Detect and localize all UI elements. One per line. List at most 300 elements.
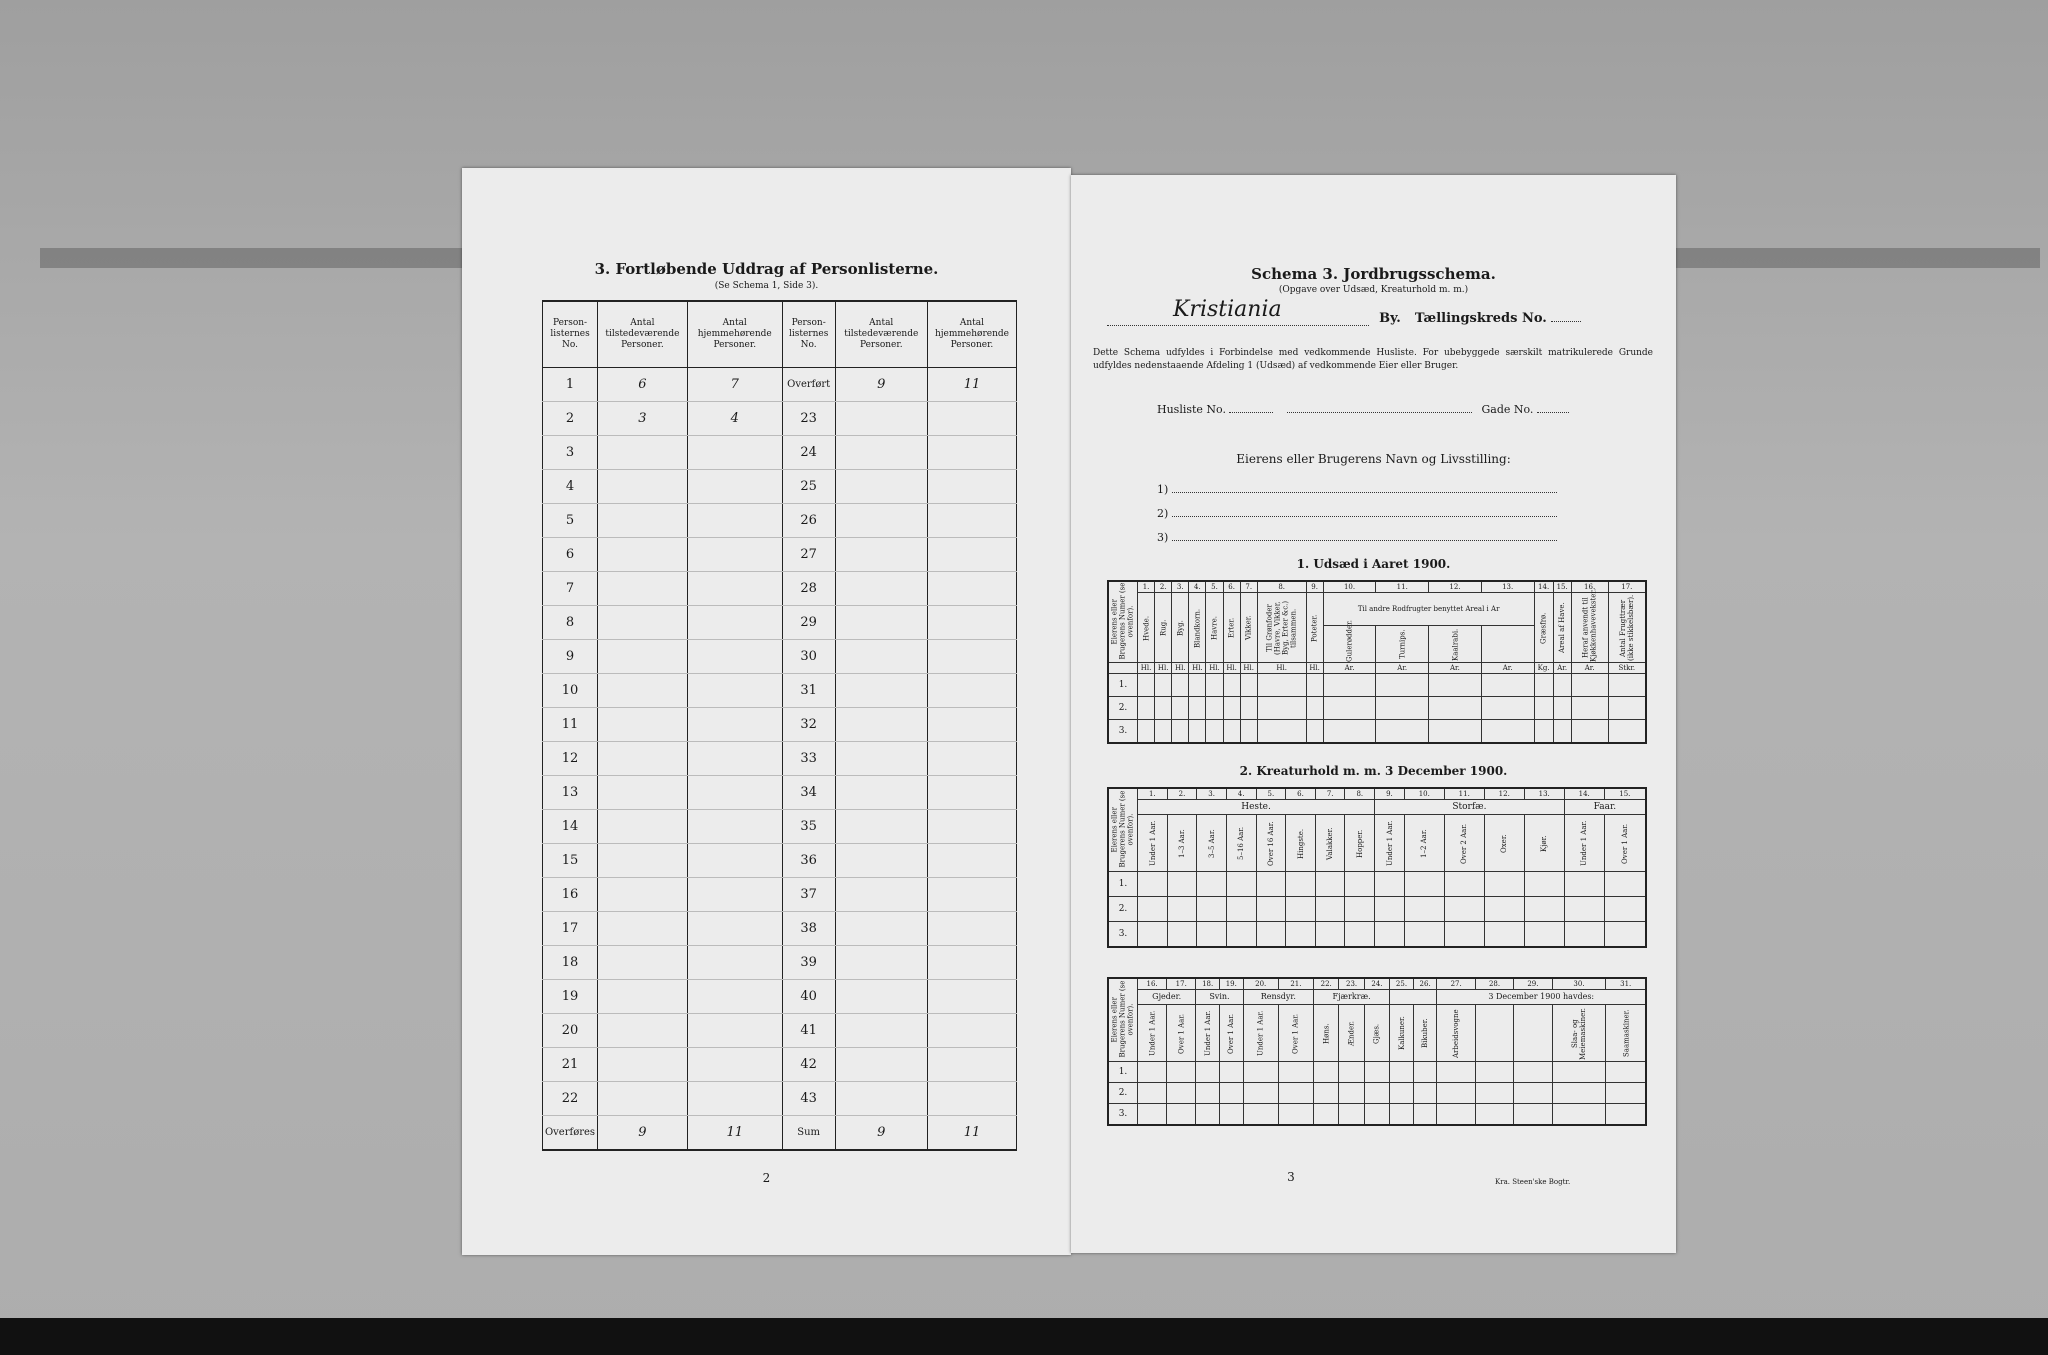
table-cell xyxy=(927,776,1016,810)
city-handwritten: Kristiania xyxy=(1173,297,1282,322)
table-cell xyxy=(927,878,1016,912)
table-row xyxy=(543,572,1017,606)
table-cell: 41 xyxy=(782,1014,835,1048)
table-cell xyxy=(835,844,927,878)
owner-lines xyxy=(1157,478,1577,550)
left-page-number: 2 xyxy=(762,1171,771,1185)
group-header: Rensdyr. xyxy=(1243,990,1313,1005)
table-cell xyxy=(1138,674,1155,697)
kreaturhold-table xyxy=(1107,787,1647,948)
row-number: 1. xyxy=(1108,674,1138,697)
table-cell xyxy=(1606,1062,1646,1083)
table-cell xyxy=(598,708,688,742)
table-cell xyxy=(1437,1062,1475,1083)
table-cell xyxy=(835,1082,927,1116)
table-cell xyxy=(1608,697,1646,720)
table-cell xyxy=(1286,922,1316,948)
column-number: 27. xyxy=(1437,978,1475,990)
table-cell xyxy=(1475,1062,1513,1083)
street-field xyxy=(1287,412,1472,413)
table-cell xyxy=(1257,697,1306,720)
husliste-field xyxy=(1229,412,1273,413)
table-cell: 7 xyxy=(543,572,598,606)
person-table-body xyxy=(543,368,1017,1151)
table-cell xyxy=(1197,872,1227,897)
table-cell xyxy=(1376,720,1429,744)
table-cell xyxy=(598,504,688,538)
row-number: 3. xyxy=(1108,922,1138,948)
column-number: 5. xyxy=(1206,581,1223,593)
column-header: Kjør. xyxy=(1524,815,1564,872)
table-cell xyxy=(687,1048,782,1082)
unit-cell: Hl. xyxy=(1189,663,1206,674)
printer-imprint: Kra. Steen'ske Bogtr. xyxy=(1495,1178,1571,1186)
table-cell xyxy=(835,606,927,640)
schema-subtitle: (Opgave over Udsæd, Kreaturhold m. m.) xyxy=(1278,285,1469,295)
table-cell xyxy=(1226,872,1256,897)
table-row xyxy=(1108,1104,1646,1126)
table-cell xyxy=(598,742,688,776)
table-cell xyxy=(1606,1104,1646,1126)
owner-line-number: 1) xyxy=(1157,483,1169,496)
column-number: 12. xyxy=(1429,581,1482,593)
table-cell xyxy=(927,980,1016,1014)
column-number: 16. xyxy=(1571,581,1608,593)
owner-line xyxy=(1157,526,1577,550)
table-cell: 17 xyxy=(543,912,598,946)
table-cell xyxy=(835,946,927,980)
table-cell xyxy=(927,640,1016,674)
table-cell: 14 xyxy=(543,810,598,844)
table-cell: 43 xyxy=(782,1082,835,1116)
table-cell xyxy=(1167,1062,1196,1083)
table-row xyxy=(1108,697,1646,720)
table-cell xyxy=(1138,1083,1167,1104)
schema-title: Schema 3. Jordbrugsschema. xyxy=(1251,265,1496,283)
table-cell xyxy=(1608,720,1646,744)
table-cell xyxy=(1167,872,1197,897)
column-number: 7. xyxy=(1240,581,1257,593)
owner-line-field xyxy=(1172,492,1557,493)
table-cell xyxy=(1339,1104,1364,1126)
kreds-field xyxy=(1551,309,1581,322)
table-cell xyxy=(1138,720,1155,744)
table-cell: 4 xyxy=(543,470,598,504)
table-row xyxy=(543,1014,1017,1048)
row-number: 1. xyxy=(1108,872,1138,897)
column-number: 20. xyxy=(1243,978,1278,990)
column-number: 24. xyxy=(1364,978,1389,990)
column-header: Blandkorn. xyxy=(1189,593,1206,663)
table-cell: 38 xyxy=(782,912,835,946)
owner-line xyxy=(1157,502,1577,526)
table-cell xyxy=(598,810,688,844)
table-cell xyxy=(1278,1062,1313,1083)
row-label-header: Eierens eller Brugerens Numer (se ovenfor). xyxy=(1108,581,1138,663)
instructions-text: Dette Schema udfyldes i Forbindelse med vedkommende Husliste. For ubebyggede særskilt matrikulerede Grunde udfyldes nedenstaaende Afdeling 1 (Udsæd) af vedkommende Eier eller Bruger. xyxy=(1093,348,1653,371)
table-cell xyxy=(1286,872,1316,897)
table-row xyxy=(543,810,1017,844)
table-cell xyxy=(598,776,688,810)
table-cell xyxy=(1243,1083,1278,1104)
table-cell xyxy=(1514,1062,1552,1083)
city-field xyxy=(1107,297,1369,326)
owner-line-number: 2) xyxy=(1157,507,1169,520)
table-row xyxy=(543,504,1017,538)
column-header: Hopper. xyxy=(1345,815,1375,872)
col-header: Person-listernes No. xyxy=(543,301,598,368)
table-row xyxy=(543,640,1017,674)
table-cell xyxy=(1138,1062,1167,1083)
column-number: 4. xyxy=(1226,788,1256,800)
table-cell xyxy=(1564,872,1604,897)
col-header: Person-listernes No. xyxy=(782,301,835,368)
table-cell xyxy=(1375,872,1405,897)
table-cell xyxy=(1323,674,1376,697)
table-cell xyxy=(598,606,688,640)
table-cell xyxy=(598,1014,688,1048)
unit-cell: Hl. xyxy=(1306,663,1323,674)
table-cell xyxy=(1155,720,1172,744)
table-cell xyxy=(1226,897,1256,922)
column-number: 9. xyxy=(1306,581,1323,593)
unit-cell: Hl. xyxy=(1240,663,1257,674)
column-header: 1–3 Aar. xyxy=(1167,815,1197,872)
column-number: 2. xyxy=(1167,788,1197,800)
table-cell xyxy=(1196,1062,1220,1083)
table-cell xyxy=(1404,897,1444,922)
table-cell xyxy=(1484,872,1524,897)
table-cell xyxy=(1278,1104,1313,1126)
table-cell xyxy=(1240,720,1257,744)
column-number: 22. xyxy=(1314,978,1339,990)
person-list-table xyxy=(542,300,1017,1151)
group-header: Heste. xyxy=(1138,800,1375,815)
table-cell xyxy=(1553,720,1571,744)
table-cell xyxy=(1444,897,1484,922)
table-row xyxy=(543,742,1017,776)
left-page-heading: 3. Fortløbende Uddrag af Personlisterne. xyxy=(594,260,939,278)
table-cell xyxy=(1553,674,1571,697)
column-header: Arbeidsvogne xyxy=(1437,1005,1475,1062)
table-cell: 32 xyxy=(782,708,835,742)
column-number: 14. xyxy=(1534,581,1553,593)
group-header: Fjærkræ. xyxy=(1314,990,1390,1005)
column-number: 29. xyxy=(1514,978,1552,990)
column-header: Kalkuner. xyxy=(1390,1005,1414,1062)
column-number: 9. xyxy=(1375,788,1405,800)
table-cell xyxy=(1306,674,1323,697)
table-row xyxy=(543,606,1017,640)
table-cell xyxy=(1345,897,1375,922)
table-cell: 21 xyxy=(543,1048,598,1082)
table-cell xyxy=(1534,720,1553,744)
table-row xyxy=(543,470,1017,504)
table-row xyxy=(543,844,1017,878)
table-cell xyxy=(1524,897,1564,922)
table-cell xyxy=(927,402,1016,436)
column-number: 17. xyxy=(1608,581,1646,593)
table-row xyxy=(543,368,1017,402)
table-cell xyxy=(1286,897,1316,922)
table-cell: 2 xyxy=(543,402,598,436)
column-header: Havre. xyxy=(1206,593,1223,663)
table-cell xyxy=(1481,697,1534,720)
table-cell xyxy=(835,1014,927,1048)
column-header: Græsfrø. xyxy=(1534,593,1553,663)
column-header: 1–2 Aar. xyxy=(1404,815,1444,872)
table-cell xyxy=(1429,697,1482,720)
col-header: Antal tilstedeværende Personer. xyxy=(835,301,927,368)
column-number: 13. xyxy=(1524,788,1564,800)
table-cell xyxy=(1404,922,1444,948)
column-header: Valakker. xyxy=(1315,815,1345,872)
table-cell xyxy=(687,674,782,708)
table-cell xyxy=(687,776,782,810)
unit-cell: Ar. xyxy=(1376,663,1429,674)
table-cell xyxy=(1484,922,1524,948)
unit-cell: Hl. xyxy=(1223,663,1240,674)
table-cell xyxy=(598,640,688,674)
udsaed-table xyxy=(1107,580,1647,744)
table-cell xyxy=(1345,922,1375,948)
table-cell xyxy=(1315,922,1345,948)
table-cell: 26 xyxy=(782,504,835,538)
husliste-label: Husliste No. xyxy=(1157,403,1226,416)
column-header: Under 1 Aar. xyxy=(1243,1005,1278,1062)
table-cell: 23 xyxy=(782,402,835,436)
col-header: Antal hjemmehørende Personer. xyxy=(687,301,782,368)
group-header: Faar. xyxy=(1564,800,1646,815)
table-cell: 20 xyxy=(543,1014,598,1048)
table-cell xyxy=(1243,1062,1278,1083)
table-cell xyxy=(835,436,927,470)
column-number: 23. xyxy=(1339,978,1364,990)
table-cell xyxy=(1323,720,1376,744)
gade-field xyxy=(1537,412,1569,413)
table-cell xyxy=(1484,897,1524,922)
husliste-line xyxy=(1157,403,1637,416)
table-cell xyxy=(1390,1104,1414,1126)
column-header: Til Grønfoder (Havre, Vikker, Byg, Erter &c.) tilsammen. xyxy=(1257,593,1306,663)
table-cell xyxy=(927,470,1016,504)
table-cell xyxy=(1390,1062,1414,1083)
column-number: 25. xyxy=(1390,978,1414,990)
table-cell xyxy=(1534,697,1553,720)
table-cell: 28 xyxy=(782,572,835,606)
column-header: Under 1 Aar. xyxy=(1196,1005,1220,1062)
table-row xyxy=(543,436,1017,470)
table-cell: 4 xyxy=(687,402,782,436)
row-number: 1. xyxy=(1108,1062,1138,1083)
table-cell: 8 xyxy=(543,606,598,640)
table-cell: 1 xyxy=(543,368,598,402)
unit-cell: Ar. xyxy=(1553,663,1571,674)
table-row xyxy=(1108,1083,1646,1104)
table-cell xyxy=(1138,1104,1167,1126)
table-cell xyxy=(1314,1062,1339,1083)
table-cell xyxy=(835,1048,927,1082)
column-number: 10. xyxy=(1323,581,1376,593)
owner-line xyxy=(1157,478,1577,502)
column-header: Hingste. xyxy=(1286,815,1316,872)
table-cell xyxy=(1429,720,1482,744)
person-table-header xyxy=(543,301,1017,368)
left-page xyxy=(462,168,1071,1255)
table-cell xyxy=(1604,922,1646,948)
row-number: 2. xyxy=(1108,1083,1138,1104)
row-number: 3. xyxy=(1108,1104,1138,1126)
table-cell: 11 xyxy=(927,368,1016,402)
column-number: 8. xyxy=(1345,788,1375,800)
column-header: Hvede. xyxy=(1138,593,1155,663)
table-cell xyxy=(1364,1083,1389,1104)
table-cell xyxy=(835,504,927,538)
column-header: Over 16 Aar. xyxy=(1256,815,1286,872)
table-row xyxy=(543,1048,1017,1082)
column-header: Under 1 Aar. xyxy=(1564,815,1604,872)
kreds-label: Tællingskreds No. xyxy=(1414,311,1547,326)
table-cell xyxy=(598,1082,688,1116)
table-cell xyxy=(927,1048,1016,1082)
table-row xyxy=(543,912,1017,946)
column-header: 3–5 Aar. xyxy=(1197,815,1227,872)
table-cell xyxy=(1278,1083,1313,1104)
table-cell: 31 xyxy=(782,674,835,708)
table-cell xyxy=(687,1082,782,1116)
table-cell: 24 xyxy=(782,436,835,470)
table-cell xyxy=(1413,1062,1437,1083)
column-number: 19. xyxy=(1219,978,1243,990)
table-cell xyxy=(1323,697,1376,720)
column-header: Ænder. xyxy=(1339,1005,1364,1062)
column-header: Antal Frugttrær (ikke stikkelsbær). xyxy=(1608,593,1646,663)
table-cell xyxy=(687,742,782,776)
table-cell xyxy=(1475,1104,1513,1126)
table-cell xyxy=(687,470,782,504)
column-number: 26. xyxy=(1413,978,1437,990)
table-cell xyxy=(1364,1104,1389,1126)
table-cell: 39 xyxy=(782,946,835,980)
table-cell xyxy=(1314,1083,1339,1104)
section1-title: 1. Udsæd i Aaret 1900. xyxy=(1296,557,1451,571)
table-cell xyxy=(1390,1083,1414,1104)
table-cell xyxy=(927,674,1016,708)
column-header: Over 1 Aar. xyxy=(1167,1005,1196,1062)
column-header: Over 1 Aar. xyxy=(1219,1005,1243,1062)
table-cell xyxy=(927,708,1016,742)
column-number: 6. xyxy=(1223,581,1240,593)
table-cell xyxy=(1138,897,1168,922)
gade-label: Gade No. xyxy=(1481,403,1534,416)
column-header xyxy=(1514,1005,1552,1062)
table-cell xyxy=(598,470,688,504)
column-header: Bikuber. xyxy=(1413,1005,1437,1062)
row-label-header: Eierens eller Brugerens Numer (se ovenfor). xyxy=(1108,978,1138,1062)
column-number: 12. xyxy=(1484,788,1524,800)
table-cell xyxy=(1189,720,1206,744)
column-number: 1. xyxy=(1138,581,1155,593)
table-cell xyxy=(687,912,782,946)
table-cell xyxy=(687,606,782,640)
unit-cell: Stkr. xyxy=(1608,663,1646,674)
unit-cell: Hl. xyxy=(1257,663,1306,674)
table-row xyxy=(543,1116,1017,1151)
table-cell xyxy=(687,878,782,912)
city-line xyxy=(1107,297,1647,331)
table-cell xyxy=(1444,922,1484,948)
table-cell xyxy=(1167,922,1197,948)
right-page-number: 3 xyxy=(1287,1170,1295,1184)
col-header: Antal hjemmehørende Personer. xyxy=(927,301,1016,368)
column-number: 28. xyxy=(1475,978,1513,990)
table-cell xyxy=(1196,1104,1220,1126)
column-number: 1. xyxy=(1138,788,1168,800)
col-header: Antal tilstedeværende Personer. xyxy=(598,301,688,368)
group-header xyxy=(1390,990,1437,1005)
table-cell xyxy=(1404,872,1444,897)
column-number: 13. xyxy=(1481,581,1534,593)
column-header: Høns. xyxy=(1314,1005,1339,1062)
column-number: 21. xyxy=(1278,978,1313,990)
table-cell: 3 xyxy=(543,436,598,470)
table-cell xyxy=(835,674,927,708)
table-cell: 33 xyxy=(782,742,835,776)
column-header: Byg. xyxy=(1172,593,1189,663)
table-cell xyxy=(927,742,1016,776)
table-cell: 29 xyxy=(782,606,835,640)
table-cell xyxy=(835,810,927,844)
table-cell xyxy=(1167,1083,1196,1104)
table-cell xyxy=(1604,872,1646,897)
table-cell xyxy=(1226,922,1256,948)
column-header: Slaa- og Meiemaskiner. xyxy=(1552,1005,1606,1062)
column-header: Poteter. xyxy=(1306,593,1323,663)
table-cell xyxy=(927,436,1016,470)
table-row xyxy=(543,1082,1017,1116)
bottom-dark-band xyxy=(0,1318,2048,1355)
column-header: Over 1 Aar. xyxy=(1278,1005,1313,1062)
unit-cell: Hl. xyxy=(1138,663,1155,674)
table-cell: Overføres xyxy=(543,1116,598,1151)
column-header: Turnips. xyxy=(1376,626,1429,663)
row-label-header: Eierens eller Brugerens Numer (se ovenfor). xyxy=(1108,788,1138,872)
table-cell: 12 xyxy=(543,742,598,776)
table-cell xyxy=(1315,872,1345,897)
table-cell xyxy=(1553,697,1571,720)
table-cell: 13 xyxy=(543,776,598,810)
unit-cell: Ar. xyxy=(1429,663,1482,674)
column-number: 16. xyxy=(1138,978,1167,990)
table-cell xyxy=(1138,697,1155,720)
row-number: 3. xyxy=(1108,720,1138,744)
column-number: 3. xyxy=(1172,581,1189,593)
table-cell xyxy=(1315,897,1345,922)
table-cell xyxy=(835,470,927,504)
table-cell xyxy=(1534,674,1553,697)
table-row xyxy=(1108,1062,1646,1083)
table-cell xyxy=(598,844,688,878)
table-cell xyxy=(1571,697,1608,720)
table-cell xyxy=(1172,697,1189,720)
table-cell: 6 xyxy=(543,538,598,572)
table-cell xyxy=(1437,1104,1475,1126)
group-header: Svin. xyxy=(1196,990,1243,1005)
column-header: Over 2 Aar. xyxy=(1444,815,1484,872)
table-cell xyxy=(1604,897,1646,922)
table-cell xyxy=(1256,922,1286,948)
unit-cell: Hl. xyxy=(1155,663,1172,674)
